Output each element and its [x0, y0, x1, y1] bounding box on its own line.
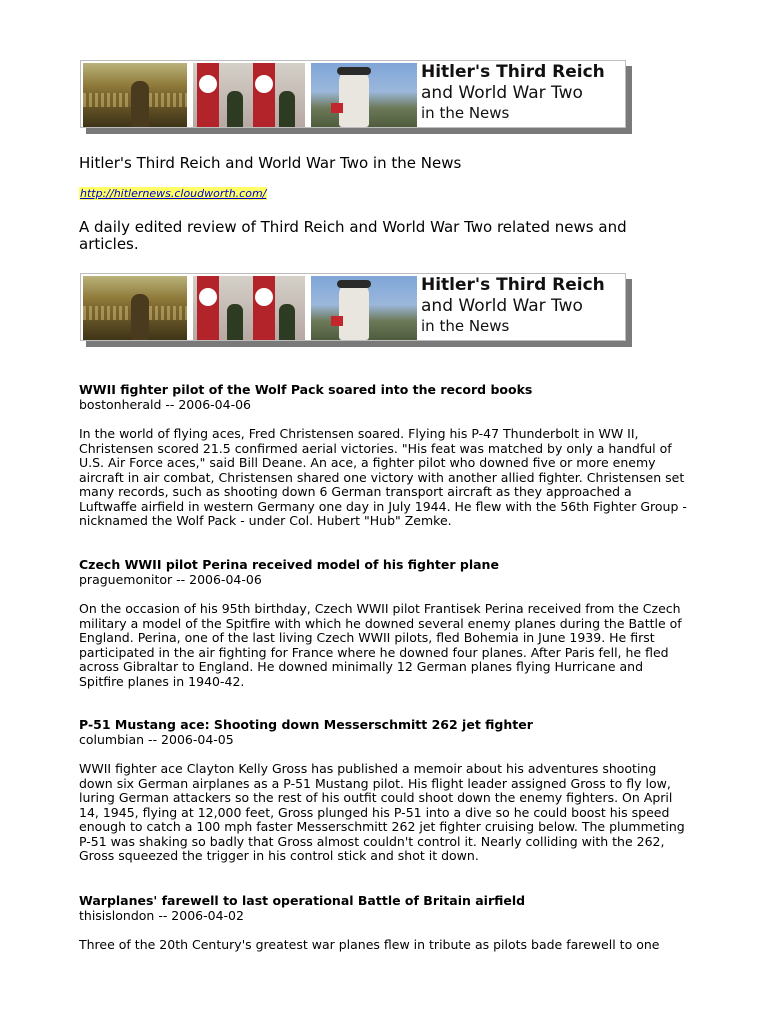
article-body: On the occasion of his 95th birthday, Czech WWII pilot Frantisek Perina received from the Czech military a model of the Spitfire with which he downed several enemy planes during the Battle of England. Perina, one of the last living Czech WWII pilots, fled Bohemia in June 1939. He first participated in the air fighting for France where he downed four planes. After Paris fell, he fled across Gibraltar to England. He downed minimally 12 German planes flying Hurricane and Spitfire planes in 1940-42.	[79, 601, 682, 689]
article-body: Three of the 20th Century's greatest war planes flew in tribute as pilots bade farewell to one	[79, 937, 660, 952]
article-warplanes-farewell	[79, 894, 691, 953]
officer-photo	[311, 63, 417, 127]
banner-title-line2: and World War Two	[421, 296, 583, 316]
article-headline[interactable]: WWII fighter pilot of the Wolf Pack soared into the record books	[79, 382, 533, 397]
flags-photo	[193, 63, 305, 127]
officer-photo	[311, 276, 417, 340]
site-description: A daily edited review of Third Reich and World War Two related news and articles.	[79, 218, 627, 253]
article-wolf-pack	[79, 383, 691, 529]
banner-title-line3: in the News	[421, 104, 510, 122]
banner-title-line3: in the News	[421, 317, 510, 335]
article-source: columbian -- 2006-04-05	[79, 731, 234, 747]
article-source: thisislondon -- 2006-04-02	[79, 907, 244, 923]
banner-image-top	[80, 60, 632, 134]
rally-photo	[83, 276, 187, 340]
article-source: praguemonitor -- 2006-04-06	[79, 571, 262, 587]
banner-title-line1: Hitler's Third Reich	[421, 275, 605, 295]
article-headline[interactable]: Czech WWII pilot Perina received model of his fighter plane	[79, 557, 499, 572]
article-source: bostonherald -- 2006-04-06	[79, 396, 251, 412]
rally-photo	[83, 63, 187, 127]
article-headline[interactable]: P-51 Mustang ace: Shooting down Messerschmitt 262 jet fighter	[79, 717, 533, 732]
site-link[interactable]: http://hitlernews.cloudworth.com/	[80, 187, 267, 200]
flags-photo	[193, 276, 305, 340]
banner-image-bottom	[80, 273, 632, 347]
banner-face	[80, 273, 626, 341]
page-title: Hitler's Third Reich and World War Two in the News	[79, 154, 462, 172]
banner-title-line1: Hitler's Third Reich	[421, 62, 605, 82]
article-body: WWII fighter ace Clayton Kelly Gross has published a memoir about his adventures shooting down six German airplanes as a P-51 Mustang pilot. His flight leader assigned Gross to fly low, luring German attackers so the rest of his outfit could shoot down the enemy fighters. On April 14, 1945, flying at 12,000 feet, Gross plunged his P-51 into a dive so he could boost his speed enough to catch a 100 mph faster Messerschmitt 262 jet fighter cruising below. The plummeting P-51 was shaking so badly that Gross almost couldn't control it. Nearly colliding with the 262, Gross squeezed the trigger in his control stick and shot it down.	[79, 761, 685, 863]
banner-face	[80, 60, 626, 128]
banner-title-line2: and World War Two	[421, 83, 583, 103]
article-headline[interactable]: Warplanes' farewell to last operational Battle of Britain airfield	[79, 893, 526, 908]
article-p51-mustang	[79, 718, 691, 864]
article-perina	[79, 558, 691, 689]
article-body: In the world of flying aces, Fred Christensen soared. Flying his P-47 Thunderbolt in WW II, Christensen scored 21.5 confirmed aerial victories. "His feat was matched by only a handful of U.S. Air Force aces," said Bill Deane. An ace, a fighter pilot who downed five or more enemy aircraft in air combat, Christensen shared one victory with another allied fighter. Christensen set many records, such as shooting down 6 German transport aircraft as they approached a Luftwaffe airfield in western Germany one day in July 1944. He flew with the 56th Fighter Group - nicknamed the Wolf Pack - under Col. Hubert "Hub" Zemke.	[79, 426, 687, 528]
